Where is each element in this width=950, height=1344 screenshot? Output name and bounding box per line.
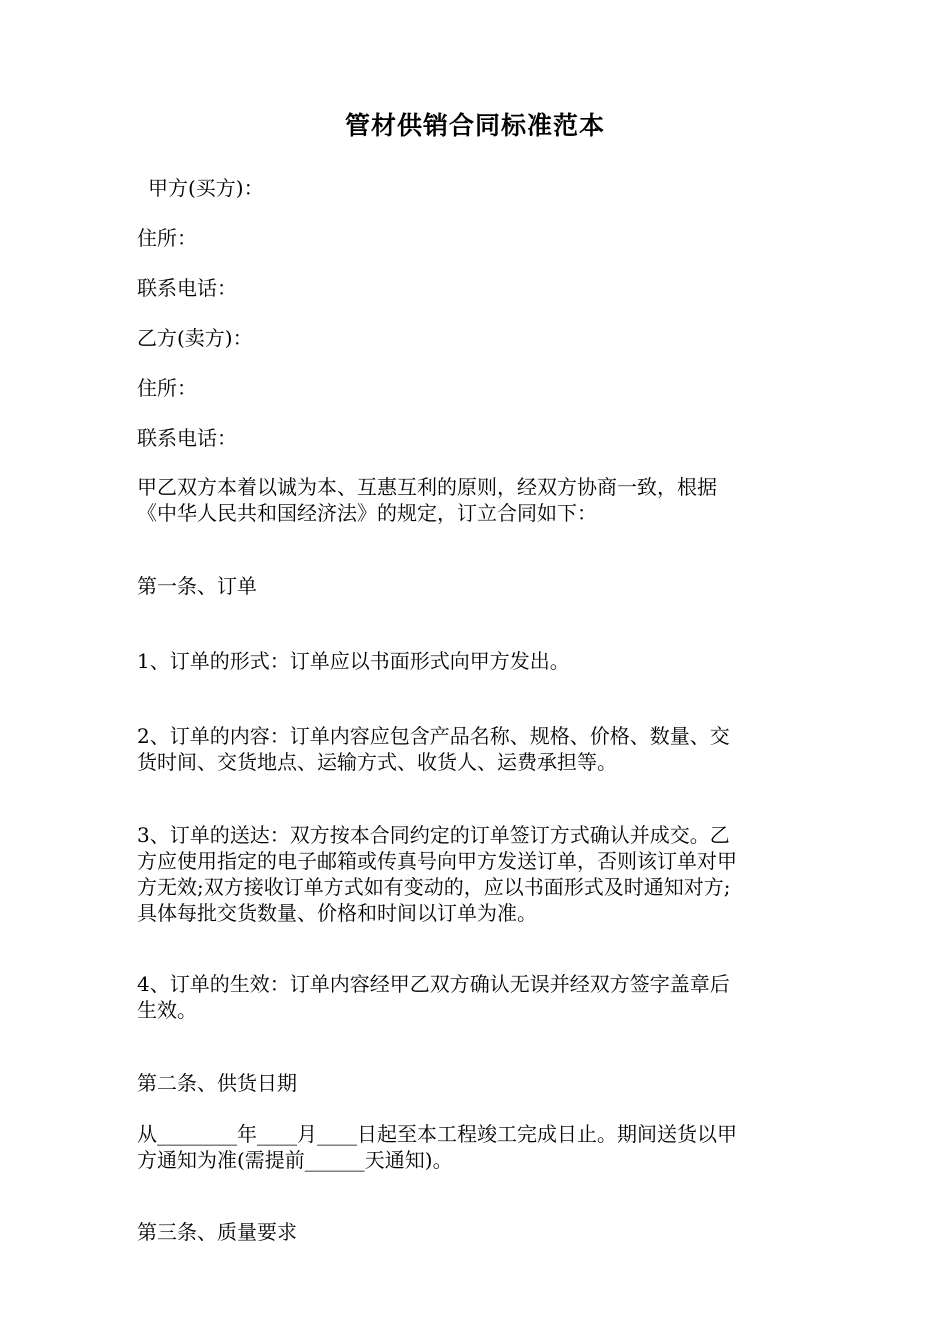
preamble-paragraph (137, 474, 817, 526)
clause-line: 3、订单的送达：双方按本合同约定的订单签订方式确认并成交。乙 (137, 823, 730, 847)
party-b-phone-label: 联系电话： (137, 426, 237, 450)
article-2-heading: 第二条、供货日期 (137, 1071, 297, 1095)
preamble-line: 甲乙双方本着以诚为本、互惠互利的原则，经双方协商一致，根据 (137, 475, 717, 499)
article-line: 方通知为准(需提前______天通知)。 (137, 1148, 453, 1172)
clause-line: 1、订单的形式：订单应以书面形式向甲方发出。 (137, 649, 570, 673)
party-b-address-label: 住所： (137, 376, 197, 400)
clause-3-paragraph (137, 822, 817, 926)
clause-4-paragraph (137, 971, 817, 1023)
clause-line: 方应使用指定的电子邮箱或传真号向甲方发送订单，否则该订单对甲 (137, 849, 737, 873)
party-b-label: 乙方(卖方)： (137, 326, 253, 350)
clause-1-paragraph (137, 648, 817, 674)
article-line: 从________年____月____日起至本工程竣工完成日止。期间送货以甲 (137, 1122, 737, 1146)
clause-line: 方无效;双方接收订单方式如有变动的，应以书面形式及时通知对方; (137, 875, 731, 899)
article-3-heading: 第三条、质量要求 (137, 1220, 297, 1244)
preamble-line: 《中华人民共和国经济法》的规定，订立合同如下： (137, 501, 597, 525)
party-a-address-label: 住所： (137, 226, 197, 250)
clause-line: 货时间、交货地点、运输方式、收货人、运费承担等。 (137, 750, 617, 774)
clause-line: 具体每批交货数量、价格和时间以订单为准。 (137, 901, 537, 925)
clause-line: 4、订单的生效：订单内容经甲乙双方确认无误并经双方签字盖章后 (137, 972, 730, 996)
clause-line: 生效。 (137, 998, 197, 1022)
clause-2-paragraph (137, 723, 817, 775)
article-1-heading: 第一条、订单 (137, 574, 257, 598)
party-a-phone-label: 联系电话： (137, 276, 237, 300)
document-title: 管材供销合同标准范本 (344, 111, 605, 140)
party-a-label: 甲方(买方)： (148, 176, 264, 200)
clause-line: 2、订单的内容：订单内容应包含产品名称、规格、价格、数量、交 (137, 724, 730, 748)
article-2-paragraph (137, 1121, 817, 1173)
